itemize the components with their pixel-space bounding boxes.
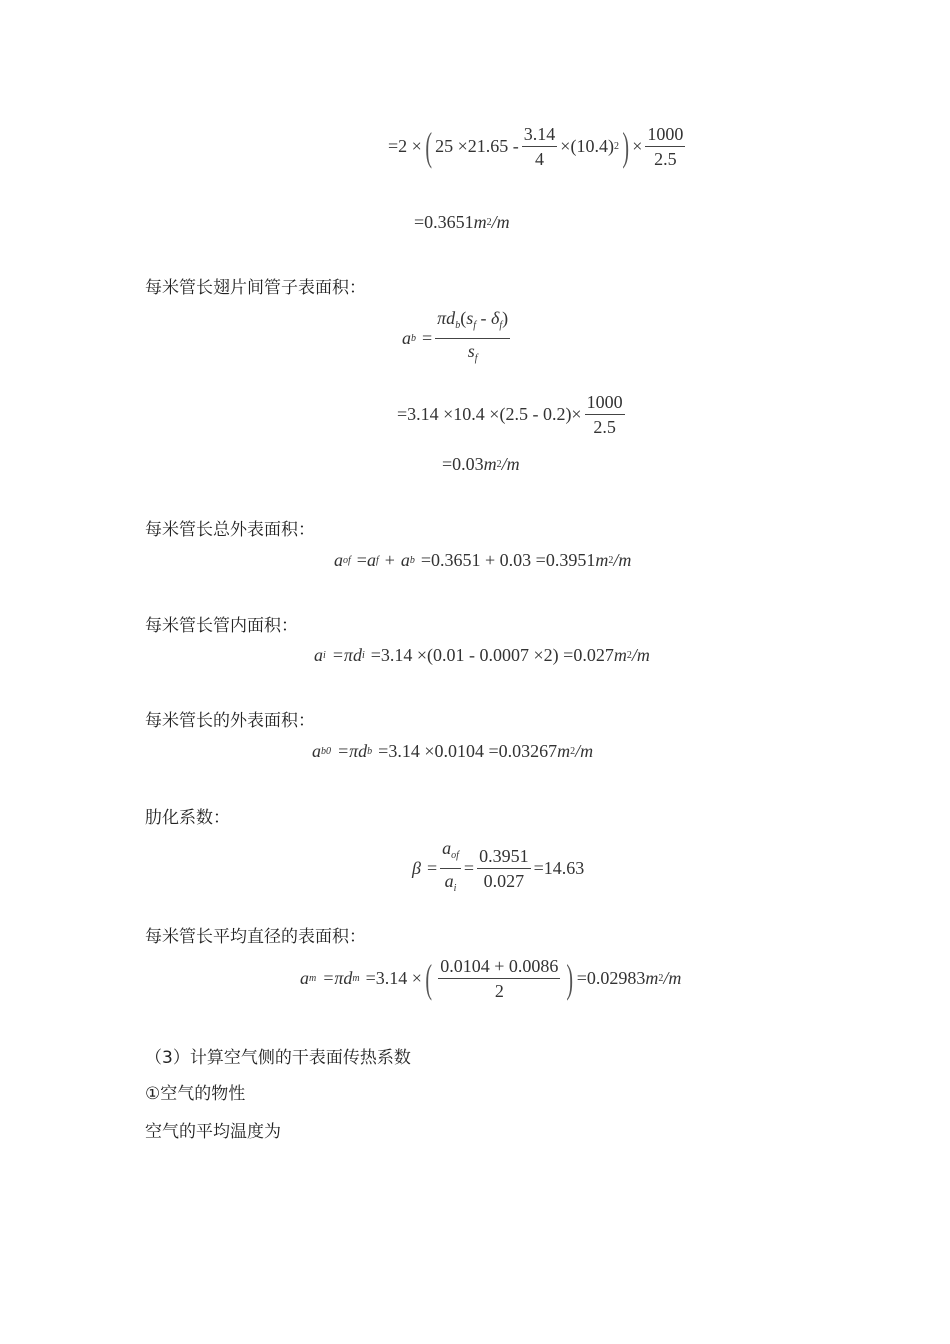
- equation-area-fin: =2 × ( 25 ×21.65 - $\frac{3.14}{4}$ ×(10.4) 2 ) × $\frac{1000}{2.5}$: [388, 123, 684, 169]
- left-paren: (: [425, 123, 432, 169]
- right-paren: ): [566, 955, 574, 1001]
- label-fin-gap-area: 每米管长翅片间管子表面积：: [145, 278, 366, 298]
- section-heading-3: （3）计算空气侧的干表面传热系数: [145, 1048, 411, 1068]
- fraction: $\frac{a_{of}}{a_i}$: [442, 838, 459, 894]
- equation-result-fin: =0.3651 m 2 /m: [414, 212, 510, 232]
- label-mean-diameter-area: 每米管长平均直径的表面积：: [145, 927, 366, 947]
- equation-ab-formula: a b = $\frac{\pi d_b(s_f - \delta_f)}{s_f}$: [402, 308, 513, 369]
- equation-ab-value: =3.14 ×10.4 ×(2.5 - 0.2)× $\frac{1000}{2.5}$: [397, 392, 623, 437]
- fraction: $\frac{\pi d_b(s_f - \delta_f)}{s_f}$: [437, 308, 509, 364]
- fraction: $\frac{1000}{2.5}$: [647, 124, 684, 169]
- equation-ai: a i =πd i =3.14 ×(0.01 - 0.0007 ×2) =0.027 m 2 /m: [314, 645, 650, 665]
- label-air-mean-temp: 空气的平均温度为: [145, 1122, 281, 1142]
- equation-ab0: a b0 =πd b =3.14 ×0.0104 =0.03267 m 2 /m: [312, 741, 594, 761]
- equation-beta: β = $\frac{a_{of}}{a_i}$ = $\frac{0.3951}{0.027}$ =14.63: [412, 838, 584, 899]
- fraction: $\frac{1000}{2.5}$: [586, 392, 623, 437]
- item-air-properties: ①空气的物性: [145, 1084, 246, 1104]
- label-inner-area: 每米管长管内面积：: [145, 616, 298, 636]
- fraction: $\frac{0.0104 + 0.0086}{2}$: [440, 956, 559, 1001]
- label-outer-area: 每米管长的外表面积：: [145, 711, 315, 731]
- label-total-outer-area: 每米管长总外表面积：: [145, 520, 315, 540]
- right-paren: ): [622, 123, 629, 169]
- equation-aof: a of = a f + a b =0.3651 + 0.03 =0.3951 m 2 /m: [334, 550, 632, 570]
- equation-am: a m =πd m =3.14 × ( $\frac{0.0104 + 0.0086}{2}$ ) =0.02983 m 2 /m: [300, 955, 682, 1001]
- left-paren: (: [425, 955, 432, 1001]
- fraction: $\frac{0.3951}{0.027}$: [479, 846, 529, 891]
- fraction: $\frac{3.14}{4}$: [523, 124, 556, 169]
- equation-ab-result: =0.03 m 2 /m: [442, 454, 520, 474]
- label-fin-coefficient: 肋化系数：: [145, 808, 230, 828]
